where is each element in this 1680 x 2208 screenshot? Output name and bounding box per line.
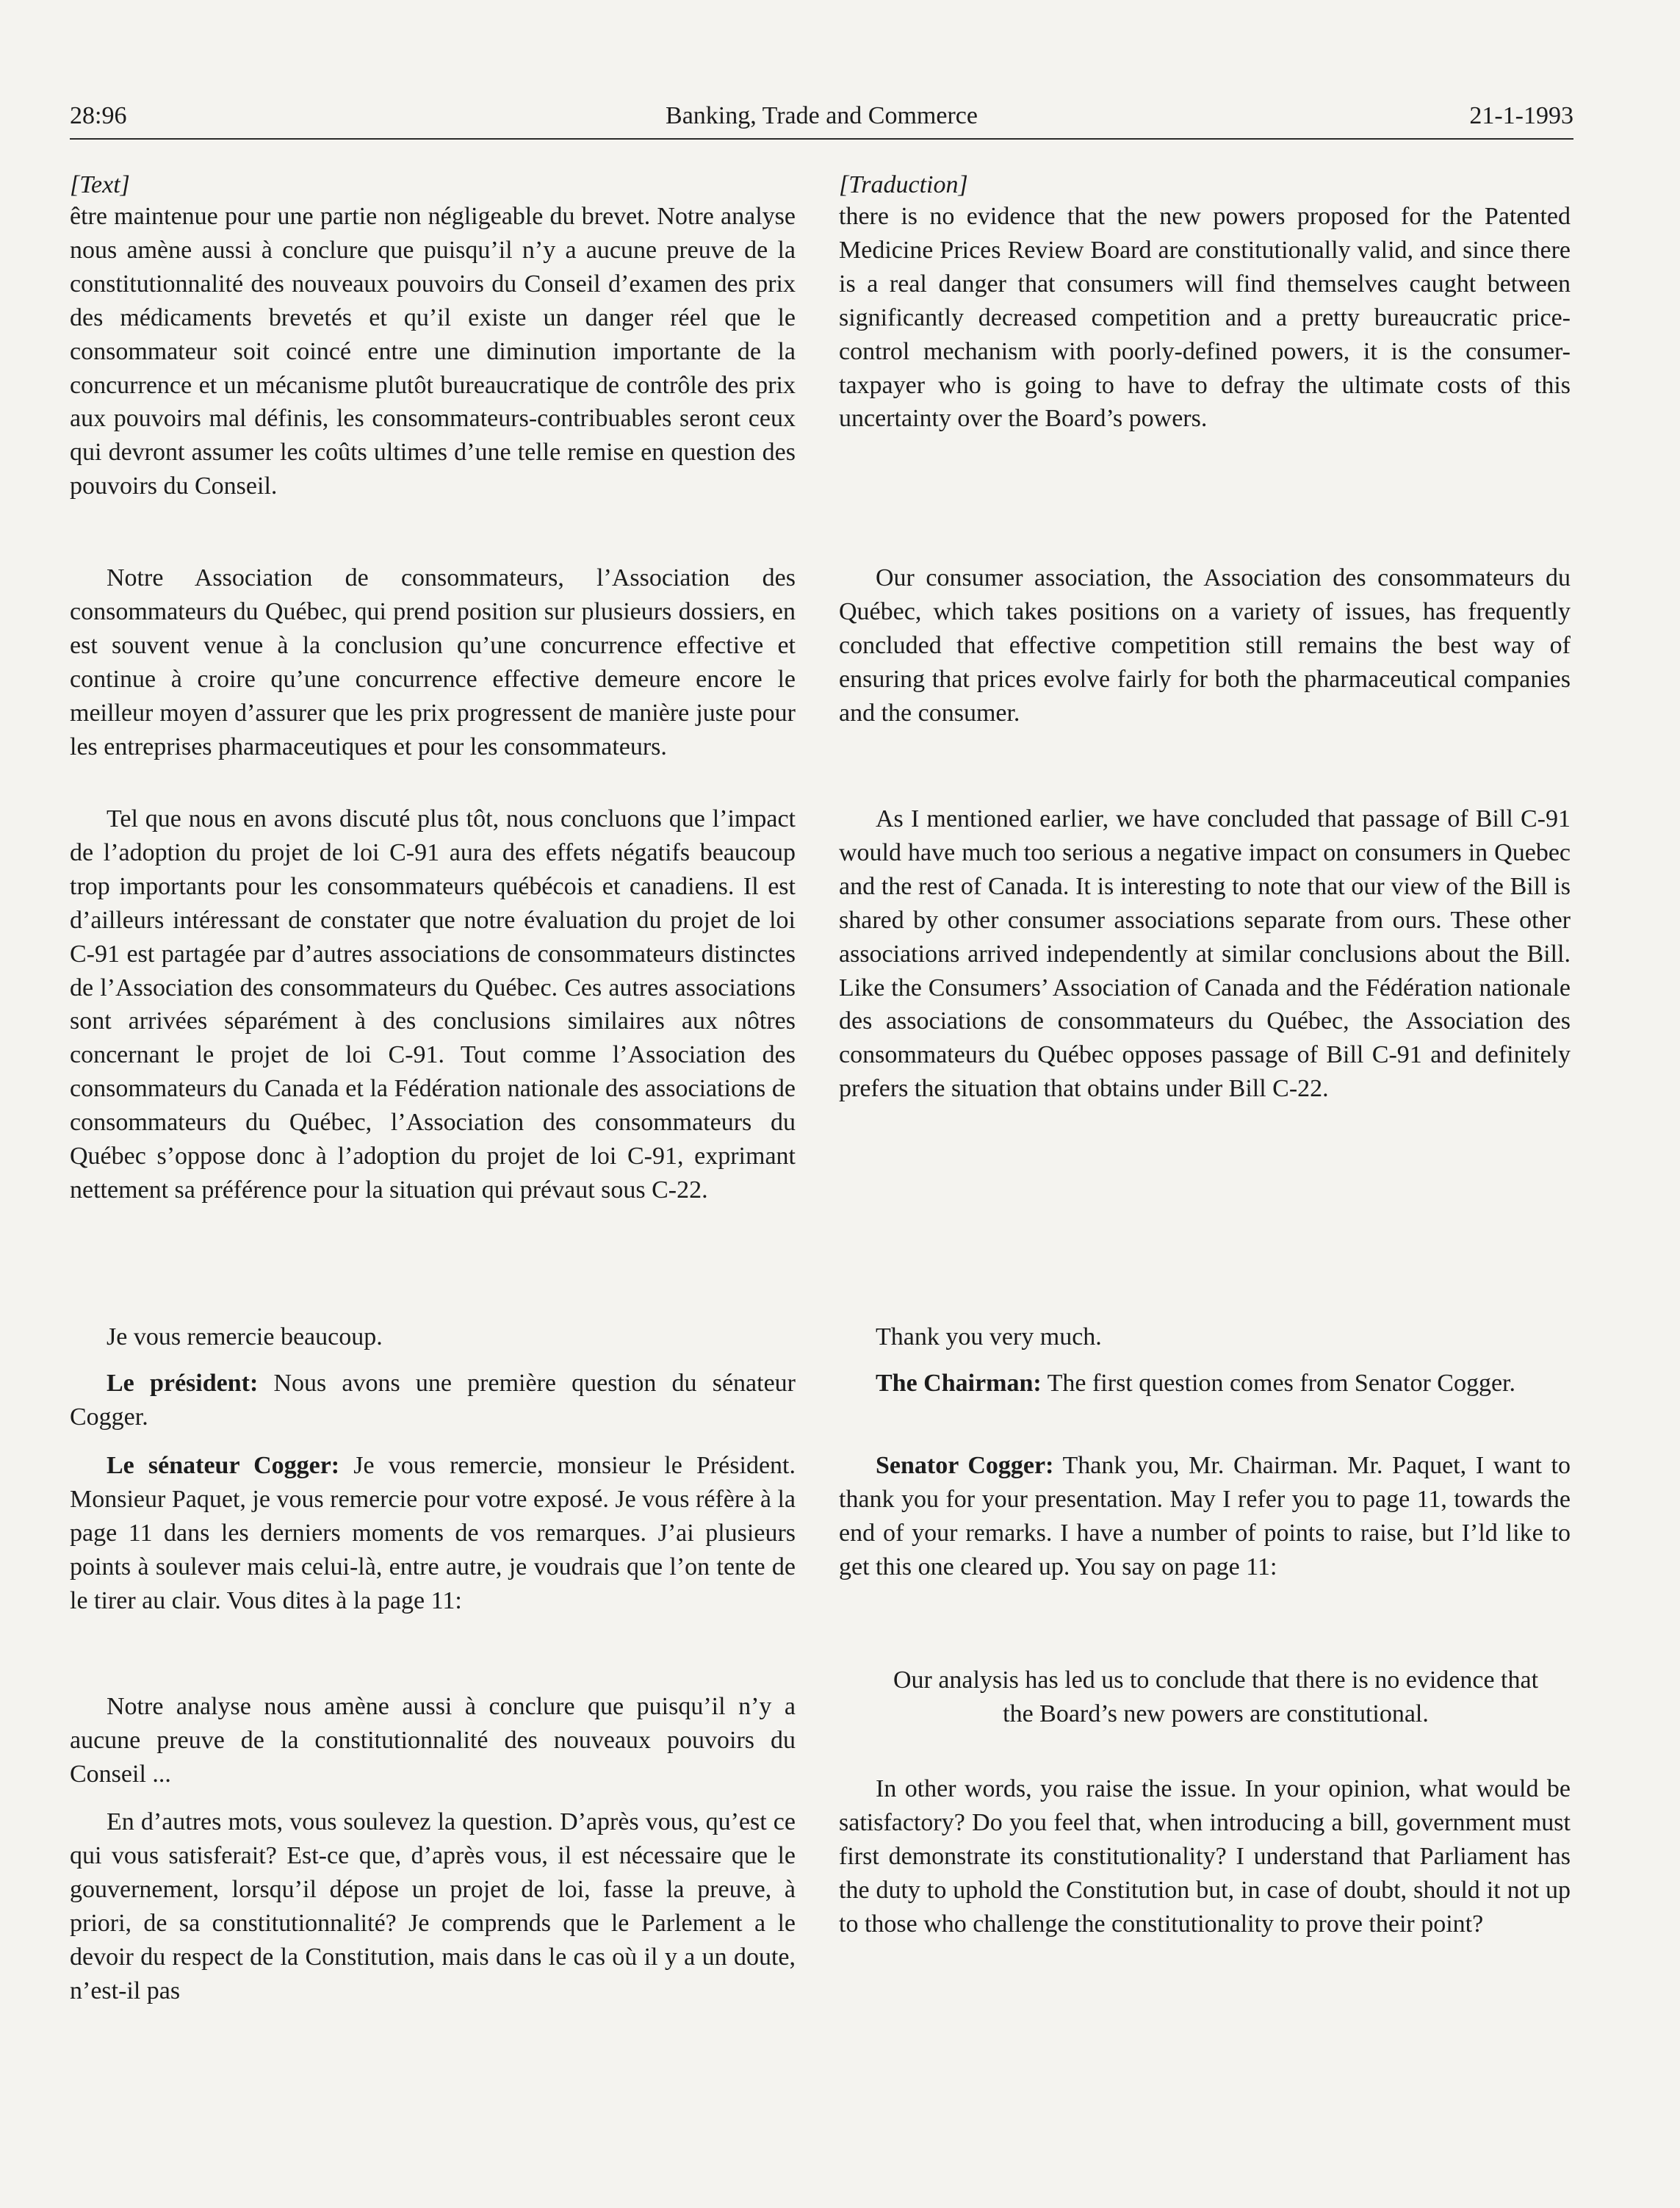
speaker-name: Le sénateur Cogger: bbox=[107, 1452, 340, 1479]
french-label: [Text] bbox=[70, 171, 130, 198]
speech-text: The first question comes from Senator Cogger. bbox=[1041, 1370, 1515, 1397]
english-label: [Traduction] bbox=[839, 171, 968, 198]
french-paragraph-2: Notre Association de consommateurs, l’Association des consommateurs du Québec, qui prend position sur plusieurs dossiers, en est souvent venue à la conclusion qu’une concurrence effective et continue à croire qu’une concurrence effective demeure encore le meilleur moyen d’assurer que les prix progressent de manière juste pour les entreprises pharmaceutiques et pour les consommateurs. bbox=[70, 564, 796, 760]
page-header bbox=[70, 94, 1573, 140]
french-paragraph-4: Je vous remercie beaucoup. bbox=[107, 1323, 383, 1351]
speech-text: Thank you, Mr. Chairman. Mr. Paquet, I want to thank you for your presentation. May I refer you to page 11, towards the end of your remarks. I have a number of points to raise, but I’ld like to get this one cleared up. You say on page 11: bbox=[839, 1452, 1571, 1581]
speaker-name: Senator Cogger: bbox=[876, 1452, 1054, 1479]
french-paragraph-8: En d’autres mots, vous soulevez la question. D’après vous, qu’est ce qui vous satisferait? Est-ce que, d’après vous, il est nécessaire que le gouvernement, lorsqu’il dépose un projet de loi, fasse la preuve, à priori, de sa constitutionnalité? Je comprends que le Parlement a le devoir du respect de la Constitution, mais dans le cas où il y a un doute, n’est-il pas bbox=[70, 1808, 796, 2004]
page-number: 28:96 bbox=[70, 102, 127, 129]
speech-text: Je vous remercie, monsieur le Président. Monsieur Paquet, je vous remercie pour votre exposé. Je vous réfère à la page 11 dans les derniers moments de vos remarques. J’ai plusieurs points à soulever mais celui-là, entre autre, je voudrais que l’on tente de le tirer au clair. Vous dites à la page 11: bbox=[70, 1452, 796, 1614]
speaker-name: Le président: bbox=[107, 1370, 259, 1397]
english-paragraph-1: there is no evidence that the new powers proposed for the Patented Medicine Prices Review Board are constitutionally valid, and since there is a real danger that consumers will find themselves caught between significantly decreased competition and a pretty bureaucratic price-control mechanism with poorly-defined powers, it is the consumer-taxpayer who is going to have to defray the ultimate costs of this uncertainty over the Board’s powers. bbox=[839, 203, 1571, 433]
english-paragraph-3: As I mentioned earlier, we have concluded that passage of Bill C-91 would have much too serious a negative impact on consumers in Quebec and the rest of Canada. It is interesting to note that our view of the Bill is shared by other consumer associations separate from ours. These other associations arrived independently at similar conclusions about the Bill. Like the Consumers’ Association of Canada and the Fédération nationale des associations de consommateurs du Québec, the Association des consommateurs du Québec opposes passage of Bill C-91 and definitely prefers the situation that obtains under Bill C-22. bbox=[839, 805, 1571, 1103]
french-paragraph-5 bbox=[70, 1367, 796, 1434]
english-paragraph-5 bbox=[839, 1367, 1571, 1400]
speaker-name: The Chairman: bbox=[876, 1370, 1042, 1397]
french-paragraph-3: Tel que nous en avons discuté plus tôt, nous concluons que l’impact de l’adoption du projet de loi C-91 aura des effets négatifs beaucoup trop importants pour les consommateurs québécois et canadiens. Il est d’ailleurs intéressant de constater que notre évaluation du projet de loi C-91 est partagée par d’autres associations de consommateurs distinctes de l’Association des consommateurs du Québec. Ces autres associations sont arrivées séparément à des conclusions similaires aux nôtres concernant le projet de loi C-91. Tout comme l’Association des consommateurs du Canada et la Fédération nationale des associations de consommateurs du Québec, l’Association des consommateurs du Québec s’oppose donc à l’adoption du projet de loi C-91, exprimant nettement sa préférence pour la situation qui prévaut sous C-22. bbox=[70, 805, 796, 1204]
english-paragraph-8: In other words, you raise the issue. In your opinion, what would be satisfactory? Do you feel that, when introducing a bill, government must first demonstrate its constitutionality? I understand that Parliament has the duty to uphold the Constitution but, in case of doubt, should it not up to those who challenge the constitutionality to prove their point? bbox=[839, 1775, 1571, 1938]
english-paragraph-4: Thank you very much. bbox=[876, 1323, 1102, 1351]
english-paragraph-6 bbox=[839, 1449, 1571, 1584]
english-paragraph-2: Our consumer association, the Association des consommateurs du Québec, which takes positions on a variety of issues, has frequently concluded that effective competition still remains the best way of ensuring that prices evolve fairly for both the pharmaceutical companies and the consumer. bbox=[839, 564, 1571, 727]
page-date: 21-1-1993 bbox=[1469, 102, 1573, 129]
publication-title: Banking, Trade and Commerce bbox=[666, 102, 978, 129]
french-paragraph-6 bbox=[70, 1449, 796, 1618]
french-quote: Notre analyse nous amène aussi à conclure que puisqu’il n’y a aucune preuve de la constitutionnalité des nouveaux pouvoirs du Conseil ... bbox=[70, 1693, 796, 1788]
french-paragraph-1: être maintenue pour une partie non négligeable du brevet. Notre analyse nous amène aussi à conclure que puisqu’il n’y a aucune preuve de la constitutionnalité des nouveaux pouvoirs du Conseil d’examen des prix des médicaments brevetés et qu’il existe un danger réel que le consommateur soit coincé entre une diminution importante de la concurrence et un mécanisme plutôt bureaucratique de contrôle des prix aux pouvoirs mal définis, les consommateurs-contribuables seront ceux qui devront assumer les coûts ultimes d’une telle remise en question des pouvoirs du Conseil. bbox=[70, 203, 796, 500]
english-quote: Our analysis has led us to conclude that there is no evidence that the Board’s new powers are constitutional. bbox=[893, 1666, 1539, 1727]
speech-text: Nous avons une première question du sénateur Cogger. bbox=[70, 1370, 796, 1431]
